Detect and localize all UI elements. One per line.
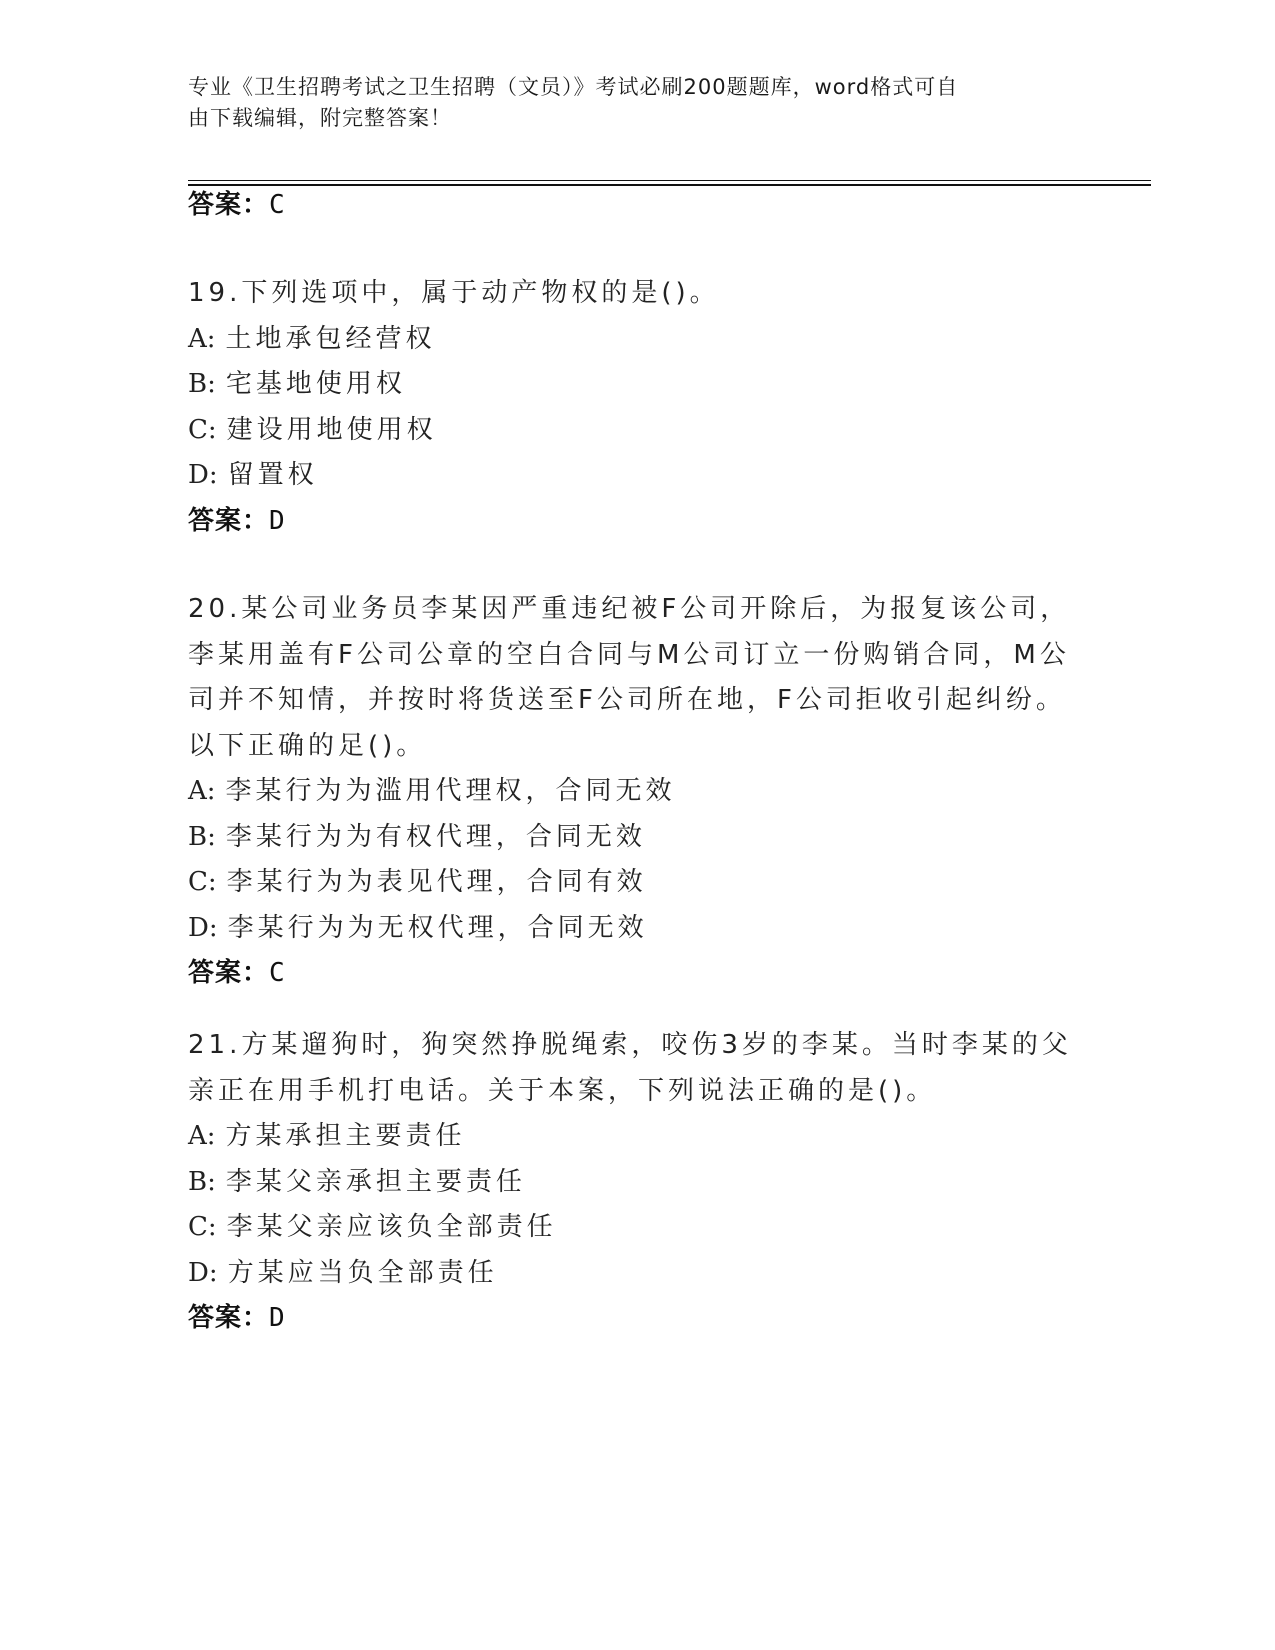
option-b (188, 815, 1088, 861)
option-letter: D: (188, 912, 218, 943)
option-text: 土地承包经营权 (225, 323, 436, 354)
option-letter: B: (188, 1166, 216, 1197)
option-d (188, 906, 1088, 952)
option-text: 李某行为为表见代理，合同有效 (226, 867, 647, 897)
option-d (188, 453, 1088, 499)
option-text: 李某行为为有权代理，合同无效 (225, 821, 646, 852)
option-text: 方某承担主要责任 (225, 1121, 466, 1151)
option-letter: C: (188, 414, 217, 445)
option-text: 留置权 (227, 460, 318, 490)
answer-label: 答案： (188, 1303, 270, 1333)
option-b (188, 362, 1088, 408)
header-divider-thick (188, 184, 1151, 186)
question-20 (188, 587, 1088, 997)
option-text: 李某父亲应该负全部责任 (226, 1212, 557, 1242)
document-header (188, 72, 1068, 134)
option-b (188, 1160, 1088, 1206)
question-answer (188, 499, 1088, 545)
question-answer (188, 1296, 1088, 1342)
option-letter: C: (188, 867, 217, 897)
option-letter: A: (188, 323, 216, 354)
question-21 (188, 1023, 1088, 1342)
answer-value: D (269, 1303, 286, 1333)
question-answer (188, 951, 1088, 997)
answer-value: C (269, 190, 286, 220)
option-list (188, 769, 1088, 951)
option-letter: B: (188, 369, 216, 399)
option-d (188, 1251, 1088, 1297)
option-letter: A: (188, 1121, 216, 1151)
answer-label: 答案： (188, 958, 270, 988)
option-list (188, 317, 1088, 499)
option-text: 建设用地使用权 (226, 414, 437, 445)
question-stem: 19.下列选项中，属于动产物权的是()。 (188, 278, 720, 308)
header-divider-thin (188, 180, 1151, 181)
option-c (188, 1205, 1088, 1251)
option-a (188, 769, 1088, 815)
option-letter: D: (188, 460, 218, 490)
header-line-2: 由下载编辑，附完整答案！ (188, 106, 452, 130)
header-line-1: 专业《卫生招聘考试之卫生招聘（文员）》考试必刷200题题库，word格式可自 (188, 75, 959, 99)
previous-answer (188, 190, 286, 220)
option-text: 李某行为为滥用代理权，合同无效 (225, 776, 676, 806)
option-a (188, 1114, 1088, 1160)
option-c (188, 860, 1088, 906)
option-a (188, 317, 1088, 363)
option-text: 方某应当负全部责任 (227, 1257, 498, 1288)
answer-value: C (269, 958, 286, 988)
option-text: 宅基地使用权 (225, 369, 406, 399)
answer-label: 答案： (188, 505, 270, 536)
option-text: 李某行为为无权代理，合同无效 (227, 912, 648, 943)
option-letter: B: (188, 821, 216, 852)
option-letter: A: (188, 776, 216, 806)
question-stem: 20.某公司业务员李某因严重违纪被F公司开除后，为报复该公司，李某用盖有F公司公章的空白合同与M公司订立一份购销合同，M公司并不知情，并按时将货送至F公司所在地，F公司拒收引起纠纷。以下正确的足()。 (188, 594, 1071, 761)
answer-value: D (269, 505, 286, 536)
option-letter: D: (188, 1257, 218, 1288)
option-list (188, 1114, 1088, 1296)
question-stem: 21.方某遛狗时，狗突然挣脱绳索，咬伤3岁的李某。当时李某的父亲正在用手机打电话。关于本案，下列说法正确的是()。 (188, 1030, 1072, 1106)
answer-label: 答案： (188, 190, 270, 220)
question-19 (188, 271, 1088, 544)
option-c (188, 408, 1088, 454)
option-letter: C: (188, 1212, 217, 1242)
option-text: 李某父亲承担主要责任 (225, 1166, 526, 1197)
